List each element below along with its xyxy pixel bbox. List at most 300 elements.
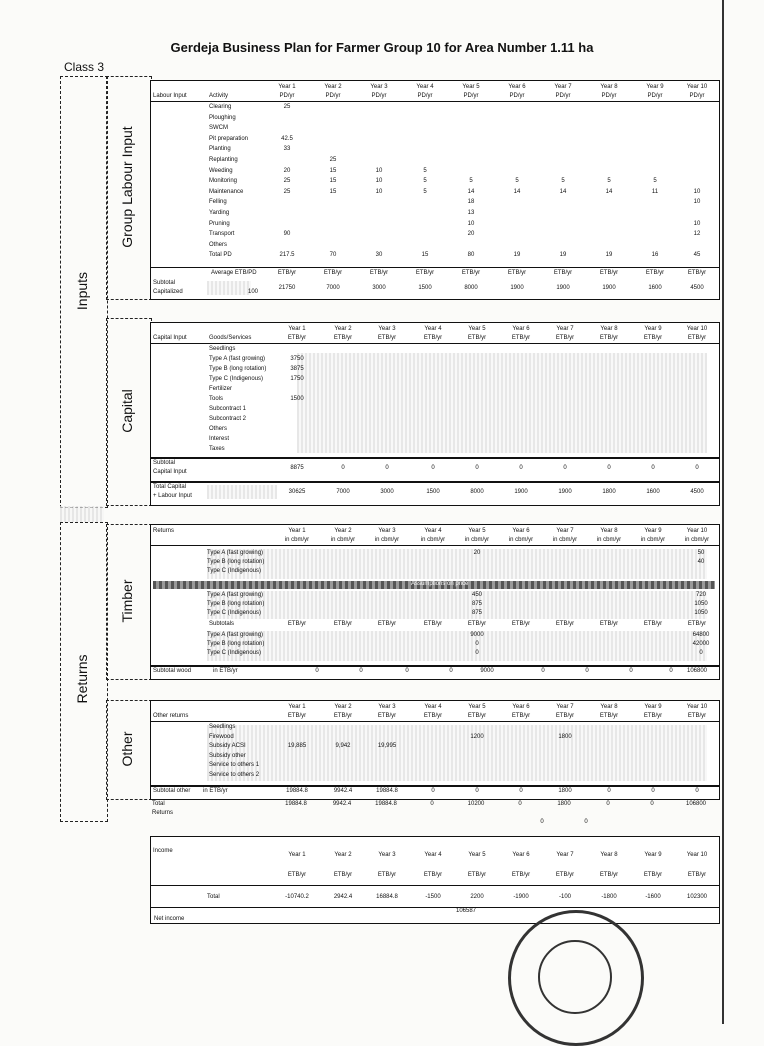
- row-label: Subsidy other: [209, 752, 246, 759]
- cell: 25: [283, 188, 291, 195]
- cell: 15: [329, 167, 337, 174]
- cell: 1900: [558, 489, 572, 495]
- year-header: Year 8: [600, 326, 618, 332]
- cell: 0: [584, 819, 588, 825]
- subtotal-other-label: Subtotal other: [153, 788, 191, 794]
- unit-header: in cbm/yr: [284, 537, 310, 543]
- row-label: Type B (long rotation): [207, 641, 265, 647]
- cell: 0: [475, 788, 479, 794]
- total-capital-label: Total Capital: [153, 484, 187, 490]
- cell: 10: [375, 178, 383, 185]
- cell: 5: [423, 167, 427, 174]
- timber-section-label: Timber: [119, 579, 135, 623]
- year-header: Year 7: [556, 326, 574, 332]
- cell: 1600: [646, 489, 660, 495]
- unit-header: ETB/yr: [599, 713, 619, 719]
- year-header: Year 3: [378, 704, 396, 710]
- unit-header: ETB/yr: [369, 270, 389, 276]
- income-net-rule: [151, 907, 719, 908]
- year-header: Year 1: [288, 528, 306, 534]
- cell: 15: [421, 252, 429, 259]
- unit-header: PD/yr: [279, 93, 295, 99]
- cell: 20: [283, 167, 291, 174]
- cell: 18: [467, 199, 475, 206]
- cell: 19884.8: [285, 801, 307, 807]
- row-label: Total PD: [209, 252, 232, 259]
- unit-header: PD/yr: [509, 93, 525, 99]
- cell: 217.5: [279, 252, 295, 259]
- activity-header: Activity: [209, 93, 229, 99]
- cell: 1900: [510, 285, 524, 291]
- year-header: Year 4: [424, 326, 442, 332]
- row-label: SWCM: [209, 125, 228, 132]
- unit-header: in cbm/yr: [420, 537, 446, 543]
- cell: 64800: [692, 632, 710, 638]
- cell: 0: [430, 801, 434, 807]
- cell: 1050: [694, 610, 708, 616]
- unit-label: in ETB/yr: [213, 668, 238, 674]
- cell: 80: [467, 252, 475, 259]
- cell: 13: [467, 210, 475, 216]
- cell: 1900: [602, 285, 616, 291]
- cell: 106800: [686, 668, 708, 674]
- cell: 0: [475, 650, 479, 656]
- year-header: Year 10: [686, 84, 708, 90]
- unit-header: in cbm/yr: [596, 537, 622, 543]
- other-returns-table: [150, 700, 720, 800]
- returns-section-label: Returns: [74, 654, 90, 704]
- cell: 15: [329, 178, 337, 185]
- unit-header: ETB/yr: [511, 335, 531, 341]
- cell: 19,995: [377, 743, 397, 750]
- cell: 0: [385, 465, 389, 471]
- cell: 10: [693, 199, 701, 206]
- scan-noise: [207, 485, 277, 499]
- cell: 5: [653, 178, 657, 185]
- cell: -1600: [645, 894, 661, 900]
- cell: 7000: [326, 285, 340, 291]
- year-header: Year 9: [646, 84, 664, 90]
- cell: 16884.8: [376, 894, 398, 900]
- cell: 1500: [418, 285, 432, 291]
- cell: 10: [375, 188, 383, 195]
- average-etb-header: Average ETB/PD: [211, 270, 257, 276]
- row-label: Type C (Indigenous): [207, 568, 262, 574]
- cell: 0: [651, 788, 655, 794]
- cell: -1800: [601, 894, 617, 900]
- cell: 0: [341, 465, 345, 471]
- row-label: Tools: [209, 396, 224, 402]
- cell: 14: [467, 188, 475, 195]
- unit-header: ETB/yr: [377, 335, 397, 341]
- capital-input-header: Capital Input: [153, 335, 187, 341]
- unit-header: ETB/yr: [511, 713, 531, 719]
- unit-header: ETB/yr: [643, 713, 663, 719]
- unit-header: ETB/yr: [645, 270, 665, 276]
- unit-header: ETB/yr: [377, 872, 397, 878]
- year-header: Year 6: [508, 84, 526, 90]
- cell: 50: [697, 550, 705, 556]
- capitalized-label: Capitalized: [153, 289, 183, 295]
- year-header: Year 4: [424, 852, 442, 858]
- cell: 9000: [470, 632, 484, 638]
- subtotal-label: Subtotal: [153, 460, 176, 466]
- unit-header: PD/yr: [371, 93, 387, 99]
- cell: 1050: [694, 601, 708, 607]
- unit-header: ETB/yr: [555, 335, 575, 341]
- avg-value: 100: [247, 289, 258, 295]
- row-label: Interest: [209, 436, 230, 442]
- unit-header: ETB/yr: [555, 872, 575, 878]
- labour-header-rule: [151, 101, 719, 102]
- cell: 1800: [557, 801, 571, 807]
- unit-header: ETB/yr: [287, 335, 307, 341]
- income-table: [150, 836, 720, 924]
- unit-header: ETB/yr: [333, 713, 353, 719]
- year-header: Year 6: [512, 852, 530, 858]
- cell: 16: [651, 252, 659, 259]
- cell: 3000: [380, 489, 394, 495]
- total-label: Total: [152, 801, 165, 807]
- unit-header: ETB/yr: [287, 872, 307, 878]
- net-income-value: 106587: [456, 908, 477, 914]
- cell: 40: [697, 559, 705, 565]
- cell: 0: [669, 668, 673, 674]
- row-label: Subcontract 2: [209, 416, 247, 422]
- row-label: Type A (fast growing): [207, 550, 264, 556]
- cell: 0: [315, 668, 319, 674]
- year-header: Year 3: [378, 852, 396, 858]
- cell: -1900: [513, 894, 529, 900]
- row-label: Seedlings: [209, 724, 236, 730]
- row-label: Transport: [209, 231, 235, 238]
- cell: 20: [467, 231, 475, 238]
- unit-header: ETB/yr: [467, 713, 487, 719]
- cell: 0: [540, 819, 544, 825]
- cell: 15: [329, 188, 337, 195]
- scan-noise: [60, 506, 104, 522]
- cell: 0: [475, 465, 479, 471]
- unit-header: ETB/yr: [333, 872, 353, 878]
- unit-header: ETB/yr: [643, 621, 663, 627]
- cell: 25: [283, 104, 291, 110]
- cell: 10200: [467, 801, 485, 807]
- year-header: Year 4: [424, 704, 442, 710]
- year-header: Year 3: [370, 84, 388, 90]
- year-header: Year 8: [600, 528, 618, 534]
- year-header: Year 10: [686, 852, 708, 858]
- year-header: Year 8: [600, 704, 618, 710]
- income-total-label: Total: [207, 894, 220, 900]
- row-label: Yarding: [209, 210, 230, 216]
- goods-services-header: Goods/Services: [209, 335, 252, 341]
- cell: 3000: [372, 285, 386, 291]
- cell: 1900: [514, 489, 528, 495]
- cell: 4500: [690, 489, 704, 495]
- year-header: Year 8: [600, 84, 618, 90]
- unit-header: ETB/yr: [511, 872, 531, 878]
- unit-header: ETB/yr: [687, 335, 707, 341]
- unit-header: in cbm/yr: [684, 537, 710, 543]
- row-label: Type B (long rotation): [207, 601, 265, 607]
- year-header: Year 5: [468, 528, 486, 534]
- row-label: Type A (fast growing): [207, 592, 264, 598]
- row-label: Fertilizer: [209, 386, 233, 392]
- unit-header: ETB/yr: [511, 621, 531, 627]
- cell: 1200: [470, 733, 484, 740]
- cell: 0: [563, 465, 567, 471]
- year-header: Year 5: [468, 852, 486, 858]
- cell: 0: [431, 465, 435, 471]
- row-label: Taxes: [209, 446, 225, 452]
- unit-header: in cbm/yr: [374, 537, 400, 543]
- row-label: Type B (long rotation): [209, 366, 267, 372]
- subtotals-label: Subtotals: [209, 621, 235, 627]
- unit-header: in cbm/yr: [552, 537, 578, 543]
- cell: 9,942: [335, 743, 351, 750]
- cell: 0: [695, 465, 699, 471]
- row-label: Type C (Indigenous): [207, 610, 262, 616]
- cell: 0: [585, 668, 589, 674]
- year-header: Year 6: [512, 326, 530, 332]
- year-header: Year 10: [686, 326, 708, 332]
- cell: 1800: [558, 788, 572, 794]
- cell: 0: [651, 465, 655, 471]
- cell: 2200: [470, 894, 484, 900]
- cell: 14: [605, 188, 613, 195]
- year-header: Year 10: [686, 528, 708, 534]
- cell: 33: [283, 146, 291, 153]
- cell: 0: [607, 788, 611, 794]
- returns-label: Returns: [152, 810, 174, 816]
- unit-header: ETB/yr: [333, 335, 353, 341]
- unit-header: ETB/yr: [643, 335, 663, 341]
- cell: 0: [405, 668, 409, 674]
- unit-header: ETB/yr: [507, 270, 527, 276]
- unit-header: ETB/yr: [423, 713, 443, 719]
- cell: 9942.4: [332, 801, 352, 807]
- unit-header: ETB/yr: [377, 713, 397, 719]
- year-header: Year 1: [278, 84, 296, 90]
- unit-header: ETB/yr: [415, 270, 435, 276]
- row-label: Clearing: [209, 104, 232, 110]
- unit-header: ETB/yr: [553, 270, 573, 276]
- unit-header: PD/yr: [463, 93, 479, 99]
- cell: -10740.2: [285, 894, 309, 900]
- unit-header: ETB/yr: [687, 713, 707, 719]
- cell: -100: [558, 894, 571, 900]
- cell: 102300: [686, 894, 708, 900]
- unit-header: ETB/yr: [643, 872, 663, 878]
- row-label: Type C (Indigenous): [207, 650, 262, 656]
- cell: 5: [607, 178, 611, 185]
- unit-header: ETB/yr: [277, 270, 297, 276]
- row-label: Type A (fast growing): [209, 356, 266, 362]
- cell: 0: [518, 801, 522, 807]
- unit-header: ETB/yr: [467, 335, 487, 341]
- year-header: Year 1: [288, 704, 306, 710]
- cell: 19: [605, 252, 613, 259]
- timber-header-rule: [151, 545, 719, 546]
- year-header: Year 4: [424, 528, 442, 534]
- net-income-label: Net income: [154, 916, 185, 922]
- year-header: Year 7: [556, 852, 574, 858]
- unit-header: ETB/yr: [555, 621, 575, 627]
- year-header: Year 3: [378, 528, 396, 534]
- cell: 90: [283, 231, 291, 238]
- unit-header: ETB/yr: [687, 872, 707, 878]
- capital-input-label: Capital Input: [153, 469, 187, 475]
- unit-header: ETB/yr: [687, 621, 707, 627]
- cell: 0: [431, 788, 435, 794]
- cell: 45: [693, 252, 701, 259]
- row-label: Monitoring: [209, 178, 238, 185]
- cell: 0: [519, 465, 523, 471]
- year-header: Year 9: [644, 528, 662, 534]
- row-label: Replanting: [209, 157, 238, 163]
- row-label: Firewood: [209, 733, 234, 740]
- unit-header: ETB/yr: [461, 270, 481, 276]
- labour-table: [150, 80, 720, 300]
- cell: 19,885: [287, 743, 307, 750]
- cell: 25: [329, 157, 337, 163]
- year-header: Year 7: [556, 528, 574, 534]
- unit-header: ETB/yr: [599, 335, 619, 341]
- page-edge-line: [722, 0, 724, 1024]
- cell: 0: [629, 668, 633, 674]
- cell: 5: [423, 188, 427, 195]
- capital-header-rule: [151, 343, 719, 344]
- cell: 7000: [336, 489, 350, 495]
- cell: 1900: [556, 285, 570, 291]
- cell: 9000: [480, 668, 494, 674]
- cell: 14: [513, 188, 521, 195]
- year-header: Year 5: [468, 704, 486, 710]
- year-header: Year 5: [462, 84, 480, 90]
- cell: 1800: [558, 733, 572, 740]
- labour-input-label: + Labour Input: [153, 493, 192, 499]
- cell: 70: [329, 252, 337, 259]
- year-header: Year 2: [334, 704, 352, 710]
- other-header-rule: [151, 721, 719, 722]
- other-returns-header: Other returns: [153, 713, 189, 719]
- cell: 21750: [278, 285, 296, 291]
- unit-header: ETB/yr: [377, 621, 397, 627]
- unit-header: PD/yr: [325, 93, 341, 99]
- unit-header: PD/yr: [555, 93, 571, 99]
- inputs-section-label: Inputs: [74, 271, 90, 311]
- capital-subtotal-rule: [151, 457, 719, 459]
- timber-table: [150, 524, 720, 680]
- cell: 106800: [685, 801, 707, 807]
- cell: 875: [471, 610, 482, 616]
- cell: 5: [469, 178, 473, 185]
- cell: 1500: [290, 396, 304, 402]
- cell: 3750: [290, 356, 304, 362]
- row-label: Type A (fast growing): [207, 632, 264, 638]
- cell: 0: [699, 650, 703, 656]
- row-label: Subcontract 1: [209, 406, 247, 412]
- cell: 42.5: [281, 135, 293, 142]
- cell: 0: [359, 668, 363, 674]
- cell: 42000: [692, 641, 710, 647]
- cell: 30: [375, 252, 383, 259]
- unit-header: ETB/yr: [555, 713, 575, 719]
- cell: 9942.4: [333, 788, 353, 794]
- income-header: Income: [153, 848, 173, 854]
- year-header: Year 8: [600, 852, 618, 858]
- cell: 0: [449, 668, 453, 674]
- cell: 10: [375, 167, 383, 174]
- assumptions-label: Assumptions on price: [411, 581, 469, 587]
- returns-header: Returns: [153, 528, 175, 534]
- year-header: Year 9: [644, 326, 662, 332]
- cell: 20: [473, 550, 481, 556]
- capital-table: [150, 322, 720, 506]
- cell: 0: [650, 801, 654, 807]
- subtotal-wood-label: Subtotal wood: [153, 668, 192, 674]
- cell: 1800: [602, 489, 616, 495]
- cell: 10: [467, 220, 475, 227]
- row-label: Others: [209, 241, 228, 248]
- unit-header: ETB/yr: [467, 872, 487, 878]
- cell: 1500: [426, 489, 440, 495]
- cell: 19884.8: [375, 801, 397, 807]
- cell: 14: [559, 188, 567, 195]
- cell: 720: [695, 592, 706, 598]
- cell: 1750: [290, 376, 304, 382]
- unit-header: ETB/yr: [423, 621, 443, 627]
- year-header: Year 10: [686, 704, 708, 710]
- cell: 5: [561, 178, 565, 185]
- year-header: Year 7: [554, 84, 572, 90]
- cell: 0: [607, 465, 611, 471]
- cell: 19: [559, 252, 567, 259]
- income-header-rule: [151, 885, 719, 886]
- cell: 10: [693, 188, 701, 195]
- year-header: Year 7: [556, 704, 574, 710]
- cell: 12: [693, 231, 701, 238]
- official-stamp-emblem: [538, 940, 612, 1014]
- cell: 19: [513, 252, 521, 259]
- cell: 0: [475, 641, 479, 647]
- year-header: Year 4: [416, 84, 434, 90]
- row-label: Service to others 2: [209, 772, 260, 778]
- group-labour-section-label: Group Labour Input: [119, 126, 135, 248]
- unit-header: in cbm/yr: [330, 537, 356, 543]
- cell: 19884.8: [286, 788, 308, 794]
- cell: 0: [606, 801, 610, 807]
- cell: 8000: [470, 489, 484, 495]
- unit-header: ETB/yr: [687, 270, 707, 276]
- subtotal-label: Subtotal: [153, 280, 176, 286]
- cell: 3875: [290, 366, 304, 372]
- row-label: Type C (Indigenous): [209, 376, 264, 382]
- year-header: Year 2: [334, 852, 352, 858]
- unit-header: ETB/yr: [287, 713, 307, 719]
- unit-header: in cbm/yr: [464, 537, 490, 543]
- unit-label: in ETB/yr: [203, 788, 228, 794]
- row-label: Others: [209, 426, 228, 432]
- cell: 0: [541, 668, 545, 674]
- year-header: Year 2: [324, 84, 342, 90]
- year-header: Year 9: [644, 704, 662, 710]
- cell: 8875: [290, 465, 304, 471]
- row-label: Pruning: [209, 220, 230, 227]
- unit-header: ETB/yr: [599, 621, 619, 627]
- year-header: Year 1: [288, 326, 306, 332]
- unit-header: ETB/yr: [599, 270, 619, 276]
